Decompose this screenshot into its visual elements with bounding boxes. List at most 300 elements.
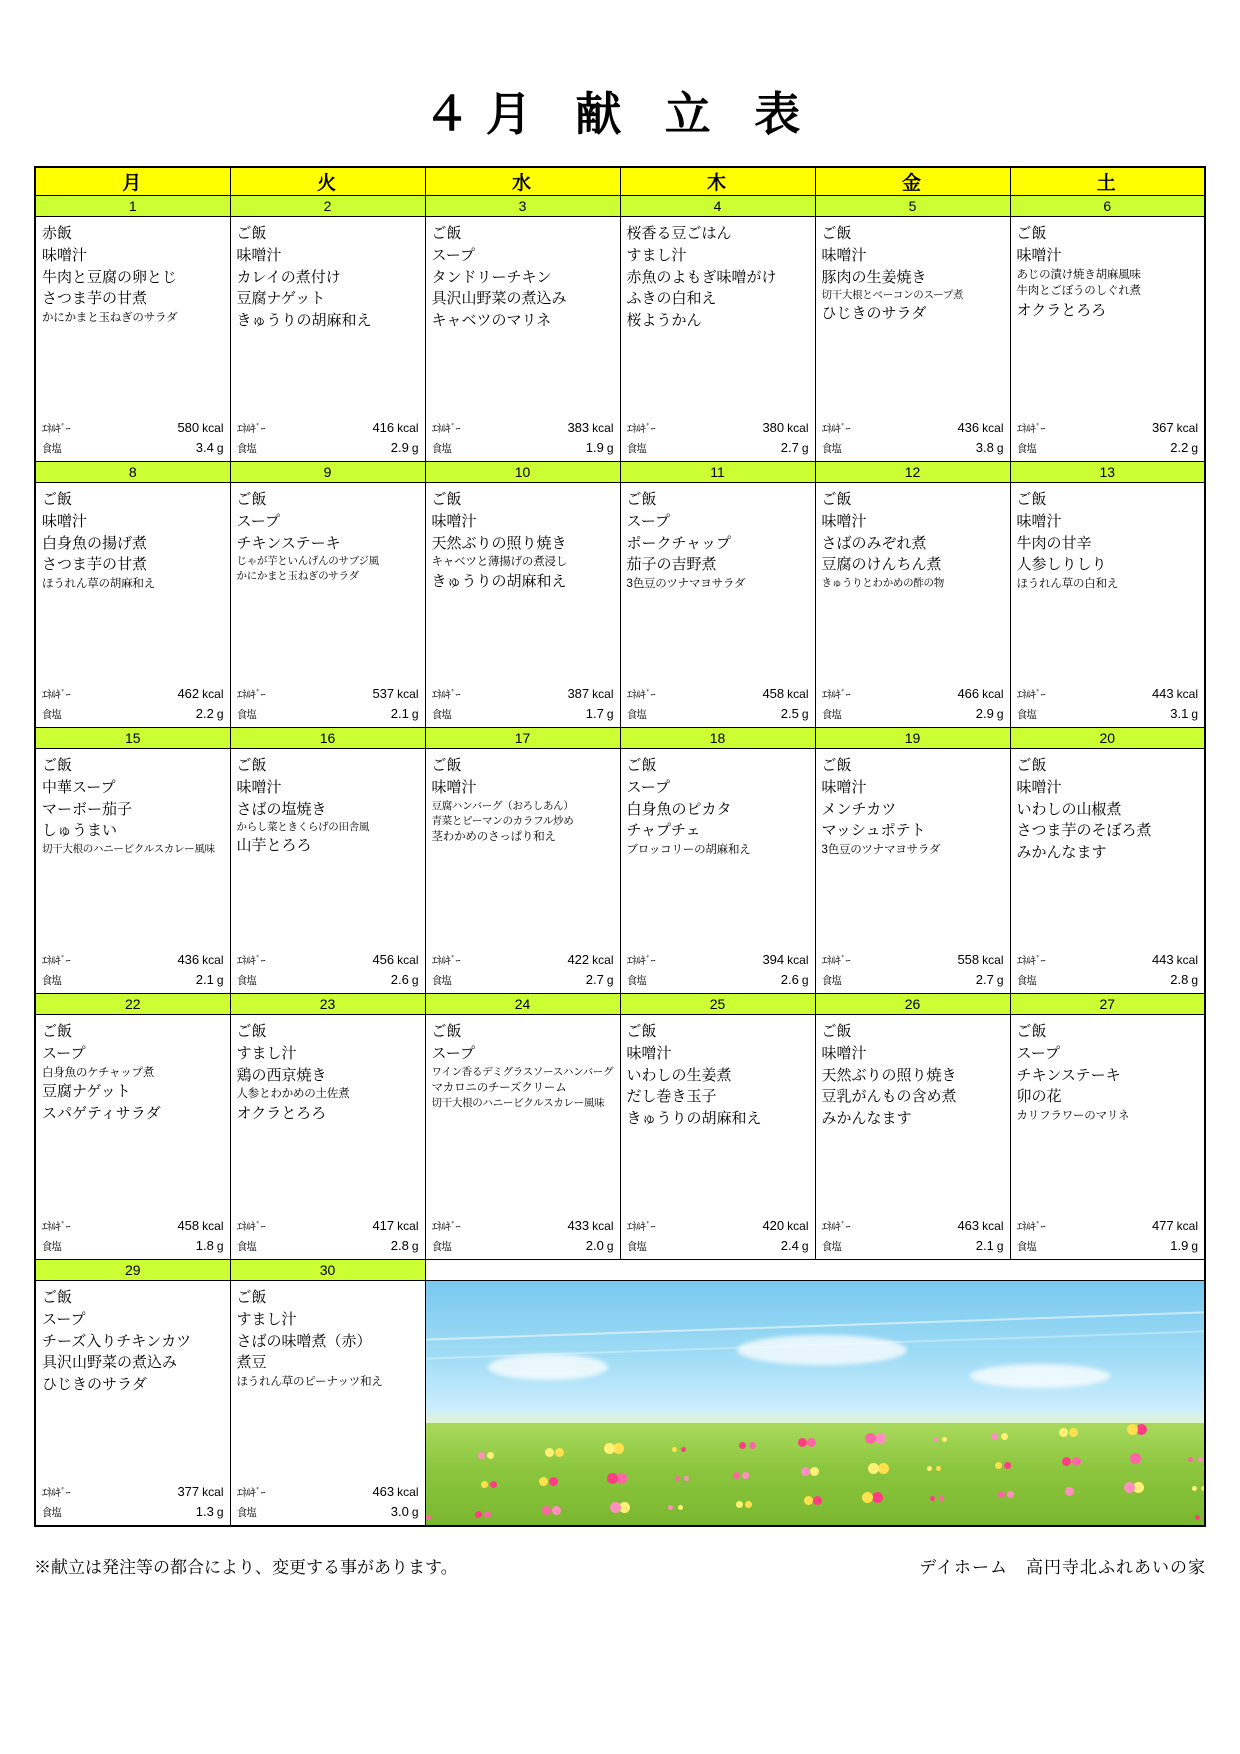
energy-row xyxy=(237,1216,419,1236)
menu-item: 味噌汁 xyxy=(431,778,477,796)
menu-item: 牛肉とごぼうのしぐれ煮 xyxy=(1016,285,1141,298)
energy-value: 394 kcal xyxy=(762,952,809,967)
menu-cell xyxy=(620,1015,815,1260)
salt-label: 食塩 xyxy=(236,442,256,455)
salt-value: 2.7 g xyxy=(975,971,1004,987)
nutrition-block xyxy=(627,418,809,457)
salt-value: 3.8 g xyxy=(975,439,1004,455)
energy-row xyxy=(627,684,809,704)
menu-item-list xyxy=(816,217,1010,325)
day-number: 12 xyxy=(815,462,1010,483)
menu-item: マカロニのチーズクリーム xyxy=(431,1081,567,1094)
menu-item: ご飯 xyxy=(626,1023,657,1040)
menu-item: 切干大根とベーコンのスープ煮 xyxy=(821,289,964,302)
energy-row xyxy=(1017,418,1199,438)
salt-label: 食塩 xyxy=(431,1240,451,1253)
day-number: 8 xyxy=(35,462,230,483)
menu-item: しゅうまい xyxy=(42,822,118,840)
menu-item: 茎わかめのさっぱり和え xyxy=(431,830,556,843)
energy-label: ｴﾈﾙｷﾞｰ xyxy=(431,689,460,701)
menu-item: 白身魚の揚げ煮 xyxy=(42,534,148,552)
menu-item: ご飯 xyxy=(236,491,267,508)
menu-item: オクラとろろ xyxy=(1016,301,1107,319)
energy-value: 422 kcal xyxy=(567,952,614,967)
salt-value: 2.7 g xyxy=(780,439,809,455)
menu-item: 豚肉の生姜焼き xyxy=(821,268,927,286)
nutrition-block xyxy=(1017,1216,1199,1255)
salt-label: 食塩 xyxy=(42,1506,62,1519)
menu-item: かにかまと玉ねぎのサラダ xyxy=(42,312,178,324)
salt-label: 食塩 xyxy=(431,974,451,987)
energy-row xyxy=(237,418,419,438)
flower-dot xyxy=(1127,1424,1138,1435)
menu-item: ご飯 xyxy=(431,1023,462,1040)
energy-row xyxy=(822,684,1004,704)
menu-item: ほうれん草の胡麻和え xyxy=(42,578,155,590)
energy-label: ｴﾈﾙｷﾞｰ xyxy=(236,689,265,701)
menu-row xyxy=(35,1281,1205,1527)
menu-item: ご飯 xyxy=(821,1023,852,1040)
menu-item: 切干大根のハニービクルスカレー風味 xyxy=(42,843,215,855)
energy-label: ｴﾈﾙｷﾞｰ xyxy=(626,423,655,435)
menu-item: すまし汁 xyxy=(626,246,687,264)
menu-item-list xyxy=(231,217,425,332)
menu-cell xyxy=(1010,1015,1205,1260)
menu-item: ご飯 xyxy=(42,1289,73,1306)
menu-item: 味噌汁 xyxy=(236,778,282,796)
nutrition-block xyxy=(627,950,809,989)
day-number: 15 xyxy=(35,728,230,749)
menu-item-list xyxy=(231,749,425,857)
cloud-shape xyxy=(488,1354,608,1380)
menu-item: みかんなます xyxy=(821,1110,912,1127)
flower-dot xyxy=(604,1443,615,1454)
menu-item: 白身魚のピカタ xyxy=(626,800,732,818)
salt-value: 1.8 g xyxy=(195,1237,224,1253)
energy-label: ｴﾈﾙｷﾞｰ xyxy=(821,1221,850,1233)
menu-item: スープ xyxy=(236,512,281,530)
salt-value: 2.8 g xyxy=(1170,971,1198,987)
energy-row xyxy=(627,418,809,438)
energy-label: ｴﾈﾙｷﾞｰ xyxy=(236,955,265,967)
menu-item: スープ xyxy=(431,246,476,264)
flower-dot xyxy=(878,1463,889,1474)
salt-row xyxy=(432,704,614,724)
salt-row xyxy=(432,970,614,990)
menu-item: ご飯 xyxy=(431,491,462,508)
menu-item: 味噌汁 xyxy=(1016,512,1062,530)
day-number: 9 xyxy=(230,462,425,483)
energy-row xyxy=(432,1216,614,1236)
flower-dot xyxy=(1069,1428,1078,1437)
menu-item: キャベツのマリネ xyxy=(431,312,552,329)
salt-row xyxy=(1017,704,1199,724)
menu-item-list xyxy=(231,483,425,585)
salt-label: 食塩 xyxy=(42,442,62,455)
footer-note: ※献立は発注等の都合により、変更する事があります。 xyxy=(34,1558,458,1577)
menu-item: オクラとろろ xyxy=(236,1104,327,1122)
menu-cell xyxy=(230,483,425,728)
menu-item: きゅうりの胡麻和え xyxy=(431,572,567,590)
menu-item: きゅうりとわかめの酢の物 xyxy=(821,577,944,589)
salt-row xyxy=(237,704,419,724)
menu-item: スープ xyxy=(42,1310,86,1328)
salt-label: 食塩 xyxy=(42,974,62,987)
menu-item: ひじきのサラダ xyxy=(821,305,927,323)
menu-row xyxy=(35,483,1205,728)
energy-row xyxy=(1017,1216,1199,1236)
menu-item: あじの漬け焼き胡麻風味 xyxy=(1016,268,1141,281)
flower-dot xyxy=(939,1496,944,1501)
menu-cell xyxy=(815,483,1010,728)
salt-label: 食塩 xyxy=(1016,442,1036,455)
energy-value: 580 kcal xyxy=(177,420,224,435)
salt-label: 食塩 xyxy=(236,708,256,721)
menu-item: チーズ入りチキンカツ xyxy=(42,1332,192,1350)
day-number: 1 xyxy=(35,196,230,217)
nutrition-block xyxy=(42,950,224,989)
menu-row xyxy=(35,217,1205,462)
nutrition-block xyxy=(42,1482,224,1521)
nutrition-block xyxy=(627,1216,809,1255)
menu-item: 青菜とピーマンのカラフル炒め xyxy=(431,814,574,827)
energy-label: ｴﾈﾙｷﾞｰ xyxy=(626,955,655,967)
salt-label: 食塩 xyxy=(42,1240,62,1253)
menu-cell xyxy=(620,749,815,994)
salt-value: 2.6 g xyxy=(780,971,809,987)
energy-value: 443 kcal xyxy=(1151,686,1198,701)
salt-value: 1.3 g xyxy=(195,1503,224,1519)
day-number: 17 xyxy=(425,728,620,749)
day-number: 29 xyxy=(35,1260,230,1281)
menu-item: ご飯 xyxy=(626,491,657,508)
day-number: 5 xyxy=(815,196,1010,217)
flower-dot xyxy=(742,1472,749,1479)
day-number: 20 xyxy=(1010,728,1205,749)
energy-row xyxy=(627,1216,809,1236)
menu-item-list xyxy=(36,749,230,857)
day-number: 30 xyxy=(230,1260,425,1281)
menu-item: キャベツと薄揚げの煮浸し xyxy=(431,556,568,569)
energy-value: 463 kcal xyxy=(372,1484,419,1499)
menu-item-list xyxy=(36,1281,230,1396)
menu-item: 天然ぶりの照り焼き xyxy=(821,1066,957,1084)
menu-item-list xyxy=(621,217,815,332)
menu-cell xyxy=(35,217,230,462)
flower-dot xyxy=(1195,1515,1200,1520)
flower-dot xyxy=(1001,1433,1008,1440)
energy-label: ｴﾈﾙｷﾞｰ xyxy=(236,423,265,435)
day-number: 4 xyxy=(620,196,815,217)
menu-cell xyxy=(230,1015,425,1260)
energy-row xyxy=(822,1216,1004,1236)
nutrition-block xyxy=(1017,684,1199,723)
day-number-row xyxy=(35,728,1205,749)
energy-value: 436 kcal xyxy=(957,420,1004,435)
energy-label: ｴﾈﾙｷﾞｰ xyxy=(42,955,71,967)
energy-value: 420 kcal xyxy=(762,1218,809,1233)
energy-row xyxy=(42,684,224,704)
salt-value: 2.4 g xyxy=(780,1237,809,1253)
salt-row xyxy=(627,970,809,990)
flower-dot xyxy=(475,1511,482,1518)
menu-item-list xyxy=(816,749,1010,859)
salt-row xyxy=(237,438,419,458)
menu-item: チャプチェ xyxy=(626,822,701,840)
salt-label: 食塩 xyxy=(431,708,451,721)
salt-row xyxy=(822,1236,1004,1256)
menu-item: 味噌汁 xyxy=(42,512,88,530)
salt-value: 3.0 g xyxy=(390,1503,419,1519)
energy-row xyxy=(822,418,1004,438)
flower-dot xyxy=(552,1506,561,1515)
flower-dot xyxy=(484,1511,491,1518)
menu-item: 豆腐ハンバーグ（おろしあん） xyxy=(431,799,574,812)
energy-label: ｴﾈﾙｷﾞｰ xyxy=(1016,423,1045,435)
flower-dot xyxy=(872,1492,883,1503)
menu-item-list xyxy=(231,1015,425,1125)
salt-value: 2.1 g xyxy=(390,705,419,721)
energy-value: 458 kcal xyxy=(762,686,809,701)
menu-item: 牛肉の甘辛 xyxy=(1016,534,1092,552)
menu-item: ご飯 xyxy=(431,757,462,774)
menu-cell xyxy=(620,217,815,462)
energy-value: 466 kcal xyxy=(957,686,1004,701)
energy-label: ｴﾈﾙｷﾞｰ xyxy=(1016,689,1045,701)
day-number: 27 xyxy=(1010,994,1205,1015)
nutrition-block xyxy=(1017,950,1199,989)
nutrition-block xyxy=(822,1216,1004,1255)
menu-item: だし巻き玉子 xyxy=(626,1088,717,1106)
menu-item: ご飯 xyxy=(236,1289,267,1306)
nutrition-block xyxy=(237,1216,419,1255)
energy-label: ｴﾈﾙｷﾞｰ xyxy=(236,1221,265,1233)
menu-item: ご飯 xyxy=(821,491,852,508)
energy-label: ｴﾈﾙｷﾞｰ xyxy=(42,423,71,435)
menu-item-list xyxy=(1011,483,1205,593)
salt-label: 食塩 xyxy=(42,708,62,721)
energy-label: ｴﾈﾙｷﾞｰ xyxy=(42,689,71,701)
menu-item: 桜香る豆ごはん xyxy=(626,225,732,242)
day-number-row xyxy=(35,1260,1205,1281)
weekday-header-sat: 土 xyxy=(1010,167,1205,196)
salt-row xyxy=(822,970,1004,990)
flower-dot xyxy=(930,1496,935,1501)
nutrition-block xyxy=(822,684,1004,723)
nutrition-block xyxy=(1017,418,1199,457)
salt-value: 2.2 g xyxy=(195,705,224,721)
menu-item: ブロッコリーの胡麻和え xyxy=(626,844,751,856)
menu-item: 3色豆のツナマヨサラダ xyxy=(821,844,941,856)
salt-label: 食塩 xyxy=(1016,1240,1036,1253)
menu-item: ご飯 xyxy=(1016,225,1047,242)
salt-label: 食塩 xyxy=(821,708,841,721)
day-number-row xyxy=(35,994,1205,1015)
menu-item: 人参しりしり xyxy=(1016,556,1107,574)
menu-item: 白身魚のケチャップ煮 xyxy=(42,1066,155,1079)
flower-dot xyxy=(1130,1453,1141,1464)
salt-row xyxy=(627,704,809,724)
menu-item: きゅうりの胡麻和え xyxy=(626,1110,762,1127)
menu-cell xyxy=(1010,749,1205,994)
salt-row xyxy=(237,1236,419,1256)
energy-label: ｴﾈﾙｷﾞｰ xyxy=(626,1221,655,1233)
menu-item: さつま芋の甘煮 xyxy=(42,556,148,574)
energy-label: ｴﾈﾙｷﾞｰ xyxy=(1016,1221,1045,1233)
salt-value: 3.4 g xyxy=(195,439,224,455)
menu-item-list xyxy=(621,749,815,859)
energy-row xyxy=(822,950,1004,970)
day-number: 13 xyxy=(1010,462,1205,483)
flower-dot xyxy=(995,1462,1002,1469)
energy-row xyxy=(237,684,419,704)
weekday-header-fri: 金 xyxy=(815,167,1010,196)
salt-row xyxy=(432,438,614,458)
salt-label: 食塩 xyxy=(626,974,646,987)
energy-label: ｴﾈﾙｷﾞｰ xyxy=(236,1487,265,1499)
energy-row xyxy=(432,684,614,704)
energy-label: ｴﾈﾙｷﾞｰ xyxy=(42,1221,71,1233)
menu-item-list xyxy=(426,217,620,332)
menu-item: きゅうりの胡麻和え xyxy=(236,312,372,329)
salt-row xyxy=(42,438,224,458)
menu-item: 豆腐ナゲット xyxy=(236,290,326,308)
menu-item: チキンステーキ xyxy=(236,534,341,552)
menu-item-list xyxy=(36,1015,230,1125)
energy-row xyxy=(42,950,224,970)
menu-cell xyxy=(35,1281,230,1527)
menu-item-list xyxy=(426,1015,620,1112)
menu-item: マッシュポテト xyxy=(821,822,926,840)
flower-dot xyxy=(1192,1486,1197,1491)
salt-row xyxy=(627,438,809,458)
energy-row xyxy=(42,1482,224,1502)
energy-row xyxy=(1017,684,1199,704)
energy-label: ｴﾈﾙｷﾞｰ xyxy=(42,1487,71,1499)
energy-label: ｴﾈﾙｷﾞｰ xyxy=(626,689,655,701)
salt-value: 3.1 g xyxy=(1170,705,1198,721)
flower-dot xyxy=(1198,1457,1203,1462)
menu-item: ご飯 xyxy=(236,225,267,242)
menu-item: さつま芋のそぼろ煮 xyxy=(1016,822,1152,840)
energy-row xyxy=(432,950,614,970)
energy-value: 558 kcal xyxy=(957,952,1004,967)
menu-item-list xyxy=(816,1015,1010,1130)
salt-label: 食塩 xyxy=(821,1240,841,1253)
menu-item: ご飯 xyxy=(821,757,852,774)
nutrition-block xyxy=(42,684,224,723)
day-number: 24 xyxy=(425,994,620,1015)
day-number: 22 xyxy=(35,994,230,1015)
energy-row xyxy=(627,950,809,970)
menu-item: 豆乳がんもの含め煮 xyxy=(821,1088,957,1106)
menu-item: 味噌汁 xyxy=(1016,778,1062,796)
menu-item-list xyxy=(816,483,1010,591)
menu-row xyxy=(35,749,1205,994)
menu-item: さばのみぞれ煮 xyxy=(821,534,927,552)
salt-value: 2.9 g xyxy=(975,705,1004,721)
menu-item: ひじきのサラダ xyxy=(42,1376,147,1393)
cloud-shape xyxy=(737,1335,907,1365)
menu-item: ご飯 xyxy=(236,757,267,774)
menu-item: ほうれん草の白和え xyxy=(1016,578,1119,590)
flower-dot xyxy=(426,1515,431,1520)
menu-cell xyxy=(620,483,815,728)
salt-value: 2.5 g xyxy=(780,705,809,721)
menu-cell xyxy=(815,1015,1010,1260)
menu-item: 味噌汁 xyxy=(821,246,867,264)
salt-label: 食塩 xyxy=(236,1240,256,1253)
menu-item: 豆腐のけんちん煮 xyxy=(821,556,942,574)
day-number: 16 xyxy=(230,728,425,749)
nutrition-block xyxy=(237,684,419,723)
salt-row xyxy=(432,1236,614,1256)
menu-item-list xyxy=(36,483,230,593)
salt-row xyxy=(42,1236,224,1256)
cloud-shape xyxy=(970,1364,1110,1388)
energy-label: ｴﾈﾙｷﾞｰ xyxy=(431,1221,460,1233)
menu-cell xyxy=(35,483,230,728)
menu-item: みかんなます xyxy=(1016,844,1107,861)
flower-dot xyxy=(478,1452,485,1459)
menu-item: 人参とわかめの土佐煮 xyxy=(236,1088,350,1101)
salt-row xyxy=(237,970,419,990)
menu-item: カレイの煮付け xyxy=(236,268,341,286)
menu-item: スパゲティサラダ xyxy=(42,1104,161,1122)
day-number: 2 xyxy=(230,196,425,217)
menu-item: マーボー茄子 xyxy=(42,800,133,818)
flower-dot xyxy=(801,1467,810,1476)
menu-item: 味噌汁 xyxy=(626,1044,672,1062)
salt-value: 2.0 g xyxy=(585,1237,614,1253)
energy-value: 537 kcal xyxy=(372,686,419,701)
flower-dot xyxy=(1004,1462,1011,1469)
energy-row xyxy=(42,418,224,438)
nutrition-block xyxy=(432,1216,614,1255)
menu-cell xyxy=(35,749,230,994)
menu-item: メンチカツ xyxy=(821,800,897,818)
salt-label: 食塩 xyxy=(236,1506,256,1519)
energy-value: 477 kcal xyxy=(1151,1218,1198,1233)
menu-item: ご飯 xyxy=(1016,757,1047,774)
menu-item: 味噌汁 xyxy=(236,246,282,264)
menu-cell xyxy=(425,483,620,728)
menu-cell xyxy=(230,217,425,462)
menu-cell xyxy=(230,749,425,994)
menu-item: スープ xyxy=(1016,1044,1061,1062)
menu-item: 赤飯 xyxy=(42,225,73,242)
menu-item-list xyxy=(426,749,620,846)
menu-item: 味噌汁 xyxy=(431,512,477,530)
energy-value: 462 kcal xyxy=(177,686,224,701)
nutrition-block xyxy=(237,950,419,989)
day-number: 19 xyxy=(815,728,1010,749)
menu-item: ご飯 xyxy=(1016,491,1047,508)
energy-label: ｴﾈﾙｷﾞｰ xyxy=(431,955,460,967)
menu-item: 味噌汁 xyxy=(42,246,88,264)
salt-value: 2.1 g xyxy=(195,971,224,987)
day-number: 10 xyxy=(425,462,620,483)
menu-item-list xyxy=(36,217,230,327)
menu-item: ご飯 xyxy=(431,225,462,242)
menu-item: 煮豆 xyxy=(236,1354,267,1372)
flower-dot xyxy=(736,1501,743,1508)
menu-item: 山芋とろろ xyxy=(236,837,312,855)
flower-dot xyxy=(1201,1486,1205,1491)
nutrition-block xyxy=(432,418,614,457)
menu-cell xyxy=(1010,217,1205,462)
flower-dot xyxy=(798,1438,807,1447)
